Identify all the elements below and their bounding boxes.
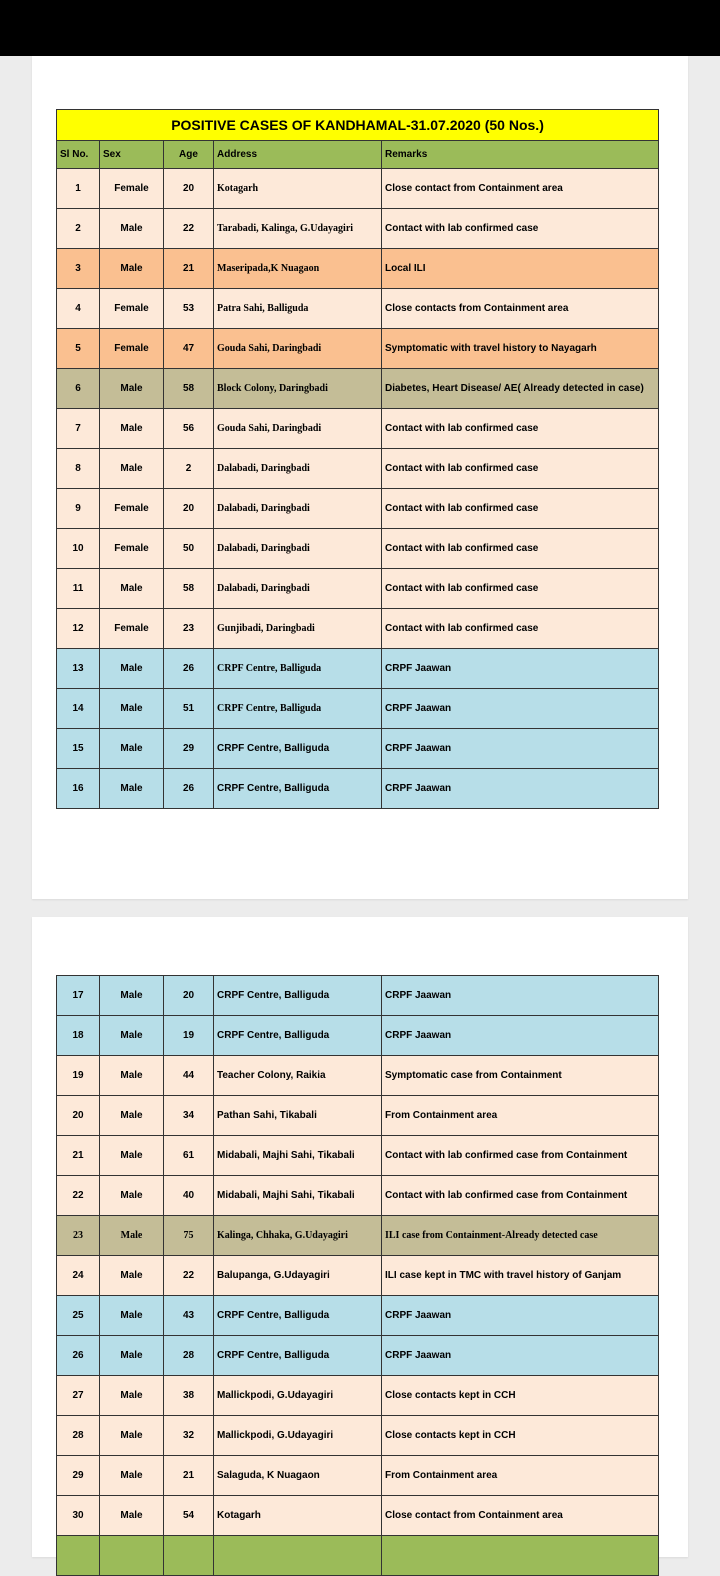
cell-empty [214,1536,382,1576]
cell-sl: 5 [57,329,100,369]
cell-age: 22 [164,209,214,249]
cell-sl: 24 [57,1256,100,1296]
table-row-partial [57,1536,659,1576]
document-page-2 [32,917,688,1557]
header-remarks: Remarks [382,141,659,169]
cell-empty [382,1536,659,1576]
cell-sl: 7 [57,409,100,449]
cell-sl: 25 [57,1296,100,1336]
cell-age: 53 [164,289,214,329]
cell-address: Tarabadi, Kalinga, G.Udayagiri [214,209,382,249]
cell-remarks: Close contacts kept in CCH [382,1376,659,1416]
table-row [57,209,659,249]
cell-sex: Male [100,1136,164,1176]
cell-sl: 10 [57,529,100,569]
cell-sl: 9 [57,489,100,529]
header-row [57,141,659,169]
page-title: POSITIVE CASES OF KANDHAMAL-31.07.2020 (50 Nos.) [57,110,659,141]
cell-sex: Male [100,1016,164,1056]
cell-sl: 8 [57,449,100,489]
cell-age: 43 [164,1296,214,1336]
table-row [57,649,659,689]
table-row [57,1136,659,1176]
cell-sex: Female [100,169,164,209]
cell-sl: 29 [57,1456,100,1496]
cell-sl: 15 [57,729,100,769]
cell-address: CRPF Centre, Balliguda [214,729,382,769]
cell-age: 20 [164,976,214,1016]
table-row [57,1336,659,1376]
cell-sex: Male [100,209,164,249]
table-row [57,1176,659,1216]
table-row [57,289,659,329]
cell-address: CRPF Centre, Balliguda [214,649,382,689]
cell-sex: Male [100,1256,164,1296]
cell-sex: Male [100,369,164,409]
top-status-bar [0,0,720,56]
table-row [57,1016,659,1056]
cell-age: 34 [164,1096,214,1136]
cell-age: 22 [164,1256,214,1296]
table-row [57,169,659,209]
cell-remarks: CRPF Jaawan [382,1016,659,1056]
cell-remarks: CRPF Jaawan [382,649,659,689]
cell-remarks: CRPF Jaawan [382,1296,659,1336]
cell-sl: 3 [57,249,100,289]
cell-age: 32 [164,1416,214,1456]
cell-remarks: CRPF Jaawan [382,769,659,809]
cell-address: CRPF Centre, Balliguda [214,1336,382,1376]
cell-age: 40 [164,1176,214,1216]
header-sex: Sex [100,141,164,169]
cell-address: Kotagarh [214,1496,382,1536]
table-row [57,489,659,529]
cell-age: 58 [164,569,214,609]
cell-address: Mallickpodi, G.Udayagiri [214,1416,382,1456]
cell-remarks: Local ILI [382,249,659,289]
table-row [57,569,659,609]
cell-remarks: Contact with lab confirmed case [382,609,659,649]
cell-sex: Male [100,1456,164,1496]
cell-address: CRPF Centre, Balliguda [214,976,382,1016]
cell-sex: Male [100,1296,164,1336]
cell-address: Midabali, Majhi Sahi, Tikabali [214,1136,382,1176]
table-row [57,1496,659,1536]
cell-age: 2 [164,449,214,489]
cell-sl: 28 [57,1416,100,1456]
cell-remarks: From Containment area [382,1096,659,1136]
cell-sex: Male [100,1056,164,1096]
cell-sex: Male [100,769,164,809]
cell-sex: Female [100,329,164,369]
cell-address: CRPF Centre, Balliguda [214,1016,382,1056]
cell-age: 47 [164,329,214,369]
cell-address: Salaguda, K Nuagaon [214,1456,382,1496]
cell-sl: 2 [57,209,100,249]
cell-remarks: CRPF Jaawan [382,976,659,1016]
cell-remarks: CRPF Jaawan [382,689,659,729]
cell-sl: 13 [57,649,100,689]
cell-address: Mallickpodi, G.Udayagiri [214,1376,382,1416]
cell-remarks: From Containment area [382,1456,659,1496]
cell-address: Kotagarh [214,169,382,209]
cell-remarks: CRPF Jaawan [382,1336,659,1376]
cell-sl: 23 [57,1216,100,1256]
cell-address: Dalabadi, Daringbadi [214,449,382,489]
cell-remarks: Contact with lab confirmed case [382,409,659,449]
cell-sl: 26 [57,1336,100,1376]
cell-sl: 6 [57,369,100,409]
cell-remarks: Contact with lab confirmed case from Containment [382,1176,659,1216]
header-sl: Sl No. [57,141,100,169]
table-row [57,1256,659,1296]
cell-sex: Female [100,489,164,529]
cell-age: 29 [164,729,214,769]
cell-sl: 12 [57,609,100,649]
cell-empty [100,1536,164,1576]
cell-address: Dalabadi, Daringbadi [214,529,382,569]
cell-remarks: Close contact from Containment area [382,169,659,209]
cell-sl: 11 [57,569,100,609]
cell-remarks: Close contact from Containment area [382,1496,659,1536]
cell-remarks: Contact with lab confirmed case [382,489,659,529]
cell-remarks: CRPF Jaawan [382,729,659,769]
cell-age: 26 [164,649,214,689]
cell-sex: Male [100,1176,164,1216]
cell-age: 56 [164,409,214,449]
cell-age: 50 [164,529,214,569]
cell-age: 54 [164,1496,214,1536]
header-address: Address [214,141,382,169]
cell-address: CRPF Centre, Balliguda [214,689,382,729]
table-row [57,729,659,769]
cell-age: 20 [164,489,214,529]
cell-address: Teacher Colony, Raikia [214,1056,382,1096]
cell-remarks: Contact with lab confirmed case from Containment [382,1136,659,1176]
table-row [57,369,659,409]
cell-remarks: Close contacts from Containment area [382,289,659,329]
table-row [57,1056,659,1096]
cell-remarks: Diabetes, Heart Disease/ AE( Already detected in case) [382,369,659,409]
cell-sl: 21 [57,1136,100,1176]
cell-address: Kalinga, Chhaka, G.Udayagiri [214,1216,382,1256]
cell-sl: 17 [57,976,100,1016]
table-row [57,689,659,729]
document-page-1 [32,56,688,899]
cell-age: 21 [164,249,214,289]
cell-remarks: Symptomatic with travel history to Nayagarh [382,329,659,369]
table-row [57,976,659,1016]
cell-sex: Female [100,609,164,649]
cell-remarks: Close contacts kept in CCH [382,1416,659,1456]
cell-age: 20 [164,169,214,209]
cell-sex: Male [100,1336,164,1376]
cell-sex: Male [100,1216,164,1256]
cell-address: Gunjibadi, Daringbadi [214,609,382,649]
cell-sex: Male [100,449,164,489]
table-row [57,1376,659,1416]
cell-age: 58 [164,369,214,409]
cell-age: 19 [164,1016,214,1056]
cell-address: Pathan Sahi, Tikabali [214,1096,382,1136]
cell-sl: 1 [57,169,100,209]
cell-sex: Male [100,1096,164,1136]
cell-address: Midabali, Majhi Sahi, Tikabali [214,1176,382,1216]
cell-address: CRPF Centre, Balliguda [214,769,382,809]
cell-sl: 30 [57,1496,100,1536]
cell-age: 28 [164,1336,214,1376]
title-row [57,110,659,141]
cell-sex: Male [100,1416,164,1456]
cell-empty [164,1536,214,1576]
cell-remarks: Symptomatic case from Containment [382,1056,659,1096]
table-row [57,1296,659,1336]
cell-sex: Female [100,289,164,329]
cell-empty [57,1536,100,1576]
header-age: Age [164,141,214,169]
table-row [57,1456,659,1496]
cell-address: Block Colony, Daringbadi [214,369,382,409]
cell-remarks: ILI case kept in TMC with travel history of Ganjam [382,1256,659,1296]
cell-sex: Male [100,409,164,449]
table-row [57,249,659,289]
cell-remarks: Contact with lab confirmed case [382,209,659,249]
cell-sex: Male [100,1376,164,1416]
table-row [57,769,659,809]
cell-sex: Male [100,689,164,729]
table-row [57,409,659,449]
cell-sl: 27 [57,1376,100,1416]
cell-age: 44 [164,1056,214,1096]
cell-remarks: ILI case from Containment-Already detected case [382,1216,659,1256]
cell-address: CRPF Centre, Balliguda [214,1296,382,1336]
cell-sex: Male [100,729,164,769]
cell-sex: Male [100,249,164,289]
cell-age: 61 [164,1136,214,1176]
table-row [57,609,659,649]
cell-sex: Male [100,569,164,609]
cell-address: Gouda Sahi, Daringbadi [214,329,382,369]
table-row [57,449,659,489]
cell-sl: 16 [57,769,100,809]
cell-age: 75 [164,1216,214,1256]
cell-age: 51 [164,689,214,729]
table-row [57,1416,659,1456]
cell-age: 23 [164,609,214,649]
cell-sex: Male [100,649,164,689]
cases-table-page-1 [56,109,659,809]
cell-age: 21 [164,1456,214,1496]
cell-sex: Male [100,1496,164,1536]
cell-remarks: Contact with lab confirmed case [382,529,659,569]
cell-age: 26 [164,769,214,809]
cell-address: Balupanga, G.Udayagiri [214,1256,382,1296]
cell-sl: 14 [57,689,100,729]
cell-sl: 20 [57,1096,100,1136]
cell-address: Maseripada,K Nuagaon [214,249,382,289]
cell-remarks: Contact with lab confirmed case [382,569,659,609]
cell-sl: 22 [57,1176,100,1216]
cell-address: Dalabadi, Daringbadi [214,489,382,529]
cell-address: Dalabadi, Daringbadi [214,569,382,609]
cell-sl: 4 [57,289,100,329]
cell-remarks: Contact with lab confirmed case [382,449,659,489]
cell-address: Gouda Sahi, Daringbadi [214,409,382,449]
cell-sex: Male [100,976,164,1016]
cell-sl: 18 [57,1016,100,1056]
table-row [57,329,659,369]
table-row [57,1096,659,1136]
cell-sl: 19 [57,1056,100,1096]
cell-age: 38 [164,1376,214,1416]
cases-table-page-2 [56,975,659,1576]
cell-address: Patra Sahi, Balliguda [214,289,382,329]
table-row [57,1216,659,1256]
cell-sex: Female [100,529,164,569]
table-row [57,529,659,569]
